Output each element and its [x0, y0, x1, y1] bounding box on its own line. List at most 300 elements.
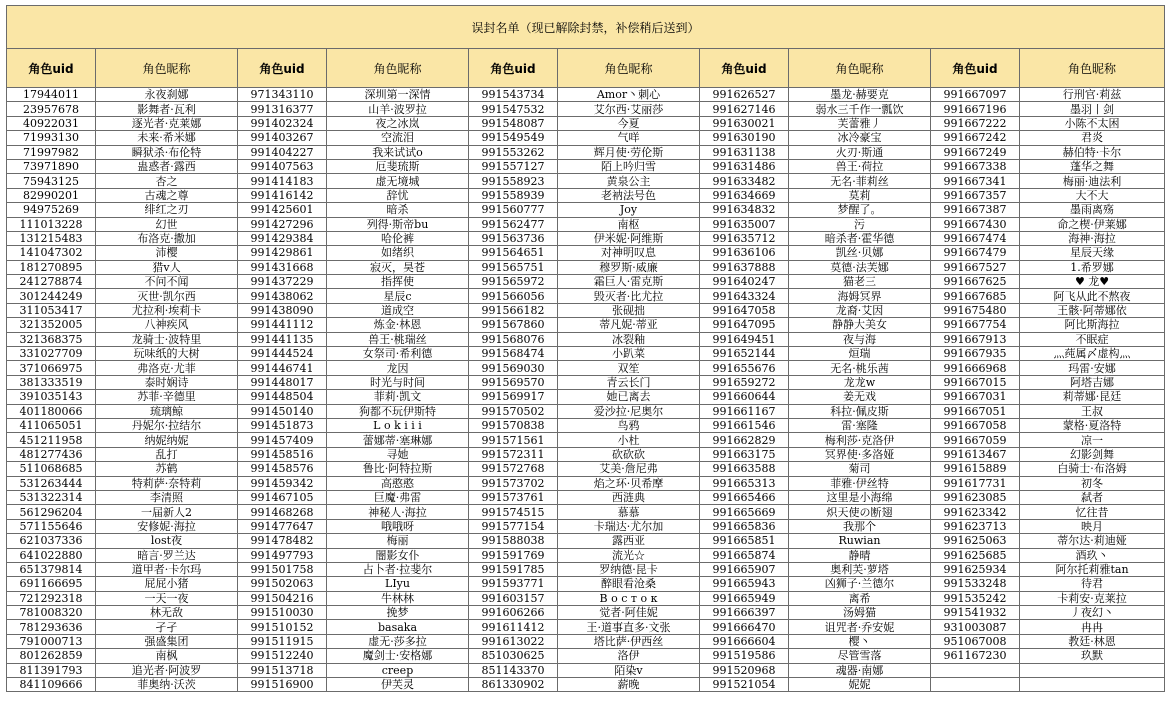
nickname-cell: 永夜刹娜	[96, 88, 238, 102]
nickname-cell: 艾美·詹尼弗	[558, 462, 700, 476]
uid-cell: 991519586	[700, 649, 789, 663]
nickname-cell: 奥利芙·萝塔	[789, 562, 931, 576]
uid-cell: 991667338	[931, 159, 1020, 173]
nickname-cell: 伊芙灵	[327, 678, 469, 692]
uid-cell: 331027709	[7, 347, 96, 361]
col-header-uid: 角色uid	[469, 49, 558, 88]
uid-cell: 571155646	[7, 519, 96, 533]
uid-cell: 991569917	[469, 390, 558, 404]
uid-cell: 321368375	[7, 332, 96, 346]
nickname-cell: 虚无境城	[327, 174, 469, 188]
uid-cell: 991625063	[931, 534, 1020, 548]
nickname-cell: 弑者	[1020, 490, 1165, 504]
uid-cell: 931003087	[931, 620, 1020, 634]
nickname-cell: 爱沙拉·尼奥尔	[558, 404, 700, 418]
nickname-cell: 梅利莎·克洛伊	[789, 433, 931, 447]
uid-cell: 991403267	[238, 131, 327, 145]
nickname-cell: 蛊惑者·露西	[96, 159, 238, 173]
uid-cell: 991478482	[238, 534, 327, 548]
uid-cell: 991636106	[700, 246, 789, 260]
table-row	[7, 347, 1165, 361]
nickname-cell: 映月	[1020, 519, 1165, 533]
nickname-cell: 焰之环·贝希摩	[558, 476, 700, 490]
nickname-cell: 对神明叹息	[558, 246, 700, 260]
table-row	[7, 375, 1165, 389]
nickname-cell: 陌上吟归雪	[558, 159, 700, 173]
table-row	[7, 102, 1165, 116]
nickname-cell: 行刑官·莉兹	[1020, 88, 1165, 102]
nickname-cell: 双笙	[558, 361, 700, 375]
uid-cell: 991667058	[931, 418, 1020, 432]
uid-cell: 991631138	[700, 145, 789, 159]
uid-cell: 991431668	[238, 260, 327, 274]
uid-cell: 991547532	[469, 102, 558, 116]
nickname-cell: 厄斐琉斯	[327, 159, 469, 173]
uid-cell: 991667430	[931, 217, 1020, 231]
nickname-cell: 待君	[1020, 577, 1165, 591]
uid-cell: 991652144	[700, 347, 789, 361]
nickname-cell: 今夏	[558, 116, 700, 130]
nickname-cell: 暗言·罗兰达	[96, 548, 238, 562]
uid-cell: 991404227	[238, 145, 327, 159]
nickname-cell: 我来试试o	[327, 145, 469, 159]
uid-cell: 991416142	[238, 188, 327, 202]
uid-cell: 991458576	[238, 462, 327, 476]
uid-cell: 991625685	[931, 548, 1020, 562]
nickname-cell: 陌染v	[558, 663, 700, 677]
nickname-cell: 炼金·林恩	[327, 318, 469, 332]
col-header-uid: 角色uid	[7, 49, 96, 88]
nickname-cell: 卡瑞达·尤尔加	[558, 519, 700, 533]
nickname-cell: 毁灭者·比尤拉	[558, 289, 700, 303]
uid-cell: 991563736	[469, 231, 558, 245]
uid-cell: 861330902	[469, 678, 558, 692]
uid-cell: 73971890	[7, 159, 96, 173]
nickname-cell: 教廷·林恩	[1020, 634, 1165, 648]
uid-cell: 371066975	[7, 361, 96, 375]
nickname-cell: 龙裔·艾因	[789, 303, 931, 317]
nickname-cell: 菲雅·伊丝特	[789, 476, 931, 490]
nickname-cell: 弗洛克·尤菲	[96, 361, 238, 375]
nickname-cell: 洛伊	[558, 649, 700, 663]
uid-cell: 991663175	[700, 447, 789, 461]
uid-cell: 75943125	[7, 174, 96, 188]
table-row	[7, 203, 1165, 217]
nickname-cell: 墨龙·赫要克	[789, 88, 931, 102]
uid-cell: 451211958	[7, 433, 96, 447]
uid-cell: 991667242	[931, 131, 1020, 145]
table-row	[7, 634, 1165, 648]
nickname-cell: 王骸·阿蒂娜依	[1020, 303, 1165, 317]
uid-cell: 991675480	[931, 303, 1020, 317]
uid-cell: 991565972	[469, 275, 558, 289]
nickname-cell: 雷·塞隆	[789, 418, 931, 432]
table-row	[7, 145, 1165, 159]
uid-cell: 991635712	[700, 231, 789, 245]
uid-cell: 991665907	[700, 562, 789, 576]
uid-cell: 991458516	[238, 447, 327, 461]
uid-cell: 651379814	[7, 562, 96, 576]
nickname-cell: 炽天使の断翅	[789, 505, 931, 519]
uid-cell: 991634832	[700, 203, 789, 217]
table-row	[7, 678, 1165, 692]
uid-cell: 991665874	[700, 548, 789, 562]
nickname-cell: 强盛集团	[96, 634, 238, 648]
uid-cell: 991477647	[238, 519, 327, 533]
uid-cell: 991570838	[469, 418, 558, 432]
nickname-cell: 夜与海	[789, 332, 931, 346]
nickname-cell: 流光☆	[558, 548, 700, 562]
nickname-cell: 列得·斯帝bu	[327, 217, 469, 231]
nickname-cell: 闇影女仆	[327, 548, 469, 562]
nickname-cell: 罗纳德·昆卡	[558, 562, 700, 576]
uid-cell: 991667527	[931, 260, 1020, 274]
uid-cell: 991623342	[931, 505, 1020, 519]
uid-cell: 991634669	[700, 188, 789, 202]
nickname-cell: 玖默	[1020, 649, 1165, 663]
uid-cell: 991516900	[238, 678, 327, 692]
nickname-cell: 离希	[789, 591, 931, 605]
table-row	[7, 159, 1165, 173]
uid-cell: 991663588	[700, 462, 789, 476]
uid-cell	[931, 663, 1020, 677]
uid-cell: 991557127	[469, 159, 558, 173]
nickname-cell: 深圳第一深情	[327, 88, 469, 102]
nickname-cell: 一届新人2	[96, 505, 238, 519]
nickname-cell: 狗都不玩伊斯特	[327, 404, 469, 418]
nickname-cell: 蒙格·夏洛特	[1020, 418, 1165, 432]
uid-cell: 561296204	[7, 505, 96, 519]
uid-cell: 991510030	[238, 606, 327, 620]
nickname-cell: 逐光者·克莱娜	[96, 116, 238, 130]
uid-cell: 991667051	[931, 404, 1020, 418]
uid-cell: 991666604	[700, 634, 789, 648]
nickname-cell: 幻世	[96, 217, 238, 231]
uid-cell: 531263444	[7, 476, 96, 490]
uid-cell: 311053417	[7, 303, 96, 317]
table-row	[7, 303, 1165, 317]
nickname-cell: 哦哦呀	[327, 519, 469, 533]
nickname-cell: 凉一	[1020, 433, 1165, 447]
nickname-cell: 凶狮子·兰德尔	[789, 577, 931, 591]
nickname-cell: 道甲者·卡尔玛	[96, 562, 238, 576]
nickname-cell: 大不大	[1020, 188, 1165, 202]
nickname-cell: 琉璃鲸	[96, 404, 238, 418]
nickname-cell: 星辰天缘	[1020, 246, 1165, 260]
uid-cell: 991667935	[931, 347, 1020, 361]
uid-cell: 991451873	[238, 418, 327, 432]
uid-cell: 691166695	[7, 577, 96, 591]
uid-cell: 991549549	[469, 131, 558, 145]
nickname-cell: 梦醒了。	[789, 203, 931, 217]
nickname-cell: 辉月使·劳伦斯	[558, 145, 700, 159]
uid-cell: 991623713	[931, 519, 1020, 533]
nickname-cell: 巨魔·弗雷	[327, 490, 469, 504]
nickname-cell: 忆往昔	[1020, 505, 1165, 519]
uid-cell: 17944011	[7, 88, 96, 102]
nickname-cell: 我那个	[789, 519, 931, 533]
nickname-cell: 菲奥纳·沃茨	[96, 678, 238, 692]
nickname-cell: 丿夜幻丶	[1020, 606, 1165, 620]
nickname-cell: 墨雨离殇	[1020, 203, 1165, 217]
uid-cell: 991448504	[238, 390, 327, 404]
nickname-cell: L o k i i i	[327, 418, 469, 432]
nickname-cell: 灬莼属〆虚构灬	[1020, 347, 1165, 361]
uid-cell: 991425601	[238, 203, 327, 217]
uid-cell: 991613467	[931, 447, 1020, 461]
nickname-cell: 安修妮·海拉	[96, 519, 238, 533]
uid-cell: 991667685	[931, 289, 1020, 303]
nickname-cell: 苏菲·辛德里	[96, 390, 238, 404]
uid-cell: 991562477	[469, 217, 558, 231]
uid-cell: 991667249	[931, 145, 1020, 159]
nickname-cell: 觉者·阿佳妮	[558, 606, 700, 620]
nickname-cell: 凯丝·贝娜	[789, 246, 931, 260]
nickname-cell: 猎v人	[96, 260, 238, 274]
nickname-cell: 李清照	[96, 490, 238, 504]
table-row	[7, 418, 1165, 432]
nickname-cell: 南枫	[96, 649, 238, 663]
nickname-cell: 沛樱	[96, 246, 238, 260]
table-row	[7, 663, 1165, 677]
nickname-cell: 初冬	[1020, 476, 1165, 490]
nickname-cell: 科拉·佩皮斯	[789, 404, 931, 418]
uid-cell: 991593771	[469, 577, 558, 591]
nickname-cell: 玩味纸的大树	[96, 347, 238, 361]
nickname-cell: 女祭司·希利德	[327, 347, 469, 361]
nickname-cell: 兽王·桃瑞丝	[327, 332, 469, 346]
uid-cell: 82990201	[7, 188, 96, 202]
uid-cell: 991665851	[700, 534, 789, 548]
nickname-cell: 不眠症	[1020, 332, 1165, 346]
table-row	[7, 217, 1165, 231]
nickname-cell: 烜瑞	[789, 347, 931, 361]
uid-cell: 991569570	[469, 375, 558, 389]
table-body	[7, 88, 1165, 692]
nickname-cell: 她已离去	[558, 390, 700, 404]
uid-cell: 241278874	[7, 275, 96, 289]
nickname-cell: 蕾娜蒂·塞琳娜	[327, 433, 469, 447]
uid-cell: 851030625	[469, 649, 558, 663]
uid-cell: 991667754	[931, 318, 1020, 332]
nickname-cell: 弱水三千作一瓢饮	[789, 102, 931, 116]
nickname-cell: 占卜者·拉斐尔	[327, 562, 469, 576]
uid-cell: 991568076	[469, 332, 558, 346]
nickname-cell: 冰冷豪宝	[789, 131, 931, 145]
uid-cell: 991667196	[931, 102, 1020, 116]
nickname-cell: 冉冉	[1020, 620, 1165, 634]
col-header-uid: 角色uid	[238, 49, 327, 88]
uid-cell: 991667387	[931, 203, 1020, 217]
uid-cell: 991665949	[700, 591, 789, 605]
table-title: 误封名单（现已解除封禁，补偿稍后送到）	[7, 6, 1165, 49]
nickname-cell: 伊米妮·阿维斯	[558, 231, 700, 245]
uid-cell: 991667913	[931, 332, 1020, 346]
nickname-cell: 赫伯特·卡尔	[1020, 145, 1165, 159]
nickname-cell: Amor丶刺心	[558, 88, 700, 102]
ban-list-table	[6, 5, 1165, 692]
col-header-name: 角色昵称	[789, 49, 931, 88]
uid-cell: 991548087	[469, 116, 558, 130]
table-row	[7, 462, 1165, 476]
uid-cell: 181270895	[7, 260, 96, 274]
nickname-cell: ♥ 龙♥	[1020, 275, 1165, 289]
uid-cell: 71993130	[7, 131, 96, 145]
uid-cell: 991535242	[931, 591, 1020, 605]
nickname-cell: 命之楔·伊莱娜	[1020, 217, 1165, 231]
nickname-cell: 屁屁小猪	[96, 577, 238, 591]
nickname-cell: 张砚拙	[558, 303, 700, 317]
nickname-cell: 梅丽	[327, 534, 469, 548]
uid-cell: 991564651	[469, 246, 558, 260]
nickname-cell: 霜巨人·雷克斯	[558, 275, 700, 289]
nickname-cell: 山羊·波罗拉	[327, 102, 469, 116]
nickname-cell: 魔剑士·安格娜	[327, 649, 469, 663]
col-header-name: 角色昵称	[1020, 49, 1165, 88]
nickname-cell: 古魂之尊	[96, 188, 238, 202]
nickname-cell: 这里是小海绵	[789, 490, 931, 504]
uid-cell: 131215483	[7, 231, 96, 245]
uid-cell: 991429861	[238, 246, 327, 260]
nickname-cell: 林无敌	[96, 606, 238, 620]
uid-cell: 141047302	[7, 246, 96, 260]
nickname-cell: 姜无戏	[789, 390, 931, 404]
nickname-cell: 虚无·莎多拉	[327, 634, 469, 648]
uid-cell: 991660644	[700, 390, 789, 404]
uid-cell: 991446741	[238, 361, 327, 375]
nickname-cell: 1.希罗娜	[1020, 260, 1165, 274]
nickname-cell: 小陈不太困	[1020, 116, 1165, 130]
nickname-cell: 空流泪	[327, 131, 469, 145]
uid-cell: 991501758	[238, 562, 327, 576]
nickname-cell: 小趴菜	[558, 347, 700, 361]
uid-cell: 991666968	[931, 361, 1020, 375]
uid-cell: 991570502	[469, 404, 558, 418]
uid-cell: 991572768	[469, 462, 558, 476]
uid-cell: 991513718	[238, 663, 327, 677]
nickname-cell: Ruwian	[789, 534, 931, 548]
nickname-cell: 挽梦	[327, 606, 469, 620]
uid-cell: 991558923	[469, 174, 558, 188]
nickname-cell: 黄泉公主	[558, 174, 700, 188]
nickname-cell: 醉眼看沧桑	[558, 577, 700, 591]
nickname-cell: 阿塔吉娜	[1020, 375, 1165, 389]
nickname-cell: 莫德·法芙娜	[789, 260, 931, 274]
uid-cell: 991504216	[238, 591, 327, 605]
nickname-cell: 幻影剑舞	[1020, 447, 1165, 461]
nickname-cell: 时光与时间	[327, 375, 469, 389]
nickname-cell: 不问不闻	[96, 275, 238, 289]
uid-cell: 991611412	[469, 620, 558, 634]
nickname-cell: 鸟鸦	[558, 418, 700, 432]
uid-cell: 991625934	[931, 562, 1020, 576]
table-row	[7, 246, 1165, 260]
table-row	[7, 361, 1165, 375]
uid-cell: 991468268	[238, 505, 327, 519]
nickname-cell: 莉蒂娜·昆廷	[1020, 390, 1165, 404]
nickname-cell: 灭世·凯尔西	[96, 289, 238, 303]
nickname-cell: 慕慕	[558, 505, 700, 519]
nickname-cell: 一天一夜	[96, 591, 238, 605]
uid-cell: 991667097	[931, 88, 1020, 102]
nickname-cell: 静静大美女	[789, 318, 931, 332]
uid-cell: 991637888	[700, 260, 789, 274]
uid-cell: 481277436	[7, 447, 96, 461]
uid-cell: 991591785	[469, 562, 558, 576]
nickname-cell: 尽管雪落	[789, 649, 931, 663]
nickname-cell: 高憨憨	[327, 476, 469, 490]
uid-cell: 991429384	[238, 231, 327, 245]
nickname-cell: 王叔	[1020, 404, 1165, 418]
uid-cell: 991667357	[931, 188, 1020, 202]
nickname-cell: LIyu	[327, 577, 469, 591]
nickname-cell: 无名·桃乐茜	[789, 361, 931, 375]
uid-cell: 991566182	[469, 303, 558, 317]
uid-cell: 991448017	[238, 375, 327, 389]
uid-cell: 991665313	[700, 476, 789, 490]
table-row	[7, 289, 1165, 303]
uid-cell: 991510152	[238, 620, 327, 634]
col-header-name: 角色昵称	[558, 49, 700, 88]
nickname-cell: 龙龙w	[789, 375, 931, 389]
nickname-cell: 魂器·南娜	[789, 663, 931, 677]
nickname-cell: 老衲法号色	[558, 188, 700, 202]
table-row	[7, 519, 1165, 533]
uid-cell: 991577154	[469, 519, 558, 533]
uid-cell: 381333519	[7, 375, 96, 389]
uid-cell: 991316377	[238, 102, 327, 116]
nickname-cell: 绯红之刃	[96, 203, 238, 217]
uid-cell: 991573702	[469, 476, 558, 490]
col-header-uid: 角色uid	[700, 49, 789, 88]
nickname-cell	[1020, 678, 1165, 692]
uid-cell: 991647058	[700, 303, 789, 317]
uid-cell: 991541932	[931, 606, 1020, 620]
nickname-cell: 静晴	[789, 548, 931, 562]
nickname-cell: 海神·海拉	[1020, 231, 1165, 245]
nickname-cell: 露西亚	[558, 534, 700, 548]
nickname-cell: 艾尔西·艾丽莎	[558, 102, 700, 116]
nickname-cell: 无名·菲莉丝	[789, 174, 931, 188]
uid-cell: 621037336	[7, 534, 96, 548]
uid-cell: 991568474	[469, 347, 558, 361]
nickname-cell: 八神疾风	[96, 318, 238, 332]
nickname-cell: 牛林林	[327, 591, 469, 605]
table-row	[7, 606, 1165, 620]
uid-cell: 991414183	[238, 174, 327, 188]
nickname-cell: 玛雷·安娜	[1020, 361, 1165, 375]
table-row	[7, 620, 1165, 634]
nickname-cell: 蒂凡妮·蒂亚	[558, 318, 700, 332]
table-row	[7, 116, 1165, 130]
uid-cell: 531322314	[7, 490, 96, 504]
uid-cell: 991667625	[931, 275, 1020, 289]
nickname-cell: 冰裂釉	[558, 332, 700, 346]
nickname-cell: 海姆冥界	[789, 289, 931, 303]
uid-cell: 991655676	[700, 361, 789, 375]
uid-cell: 991459342	[238, 476, 327, 490]
uid-cell: 991667031	[931, 390, 1020, 404]
nickname-cell: 火刃·斯通	[789, 145, 931, 159]
table-row	[7, 131, 1165, 145]
table-row	[7, 260, 1165, 274]
nickname-cell: 气咩	[558, 131, 700, 145]
uid-cell: 23957678	[7, 102, 96, 116]
nickname-cell: 猫老三	[789, 275, 931, 289]
nickname-cell: 哈伦裤	[327, 231, 469, 245]
nickname-cell: 龙骑士·波特里	[96, 332, 238, 346]
uid-cell: 991571561	[469, 433, 558, 447]
